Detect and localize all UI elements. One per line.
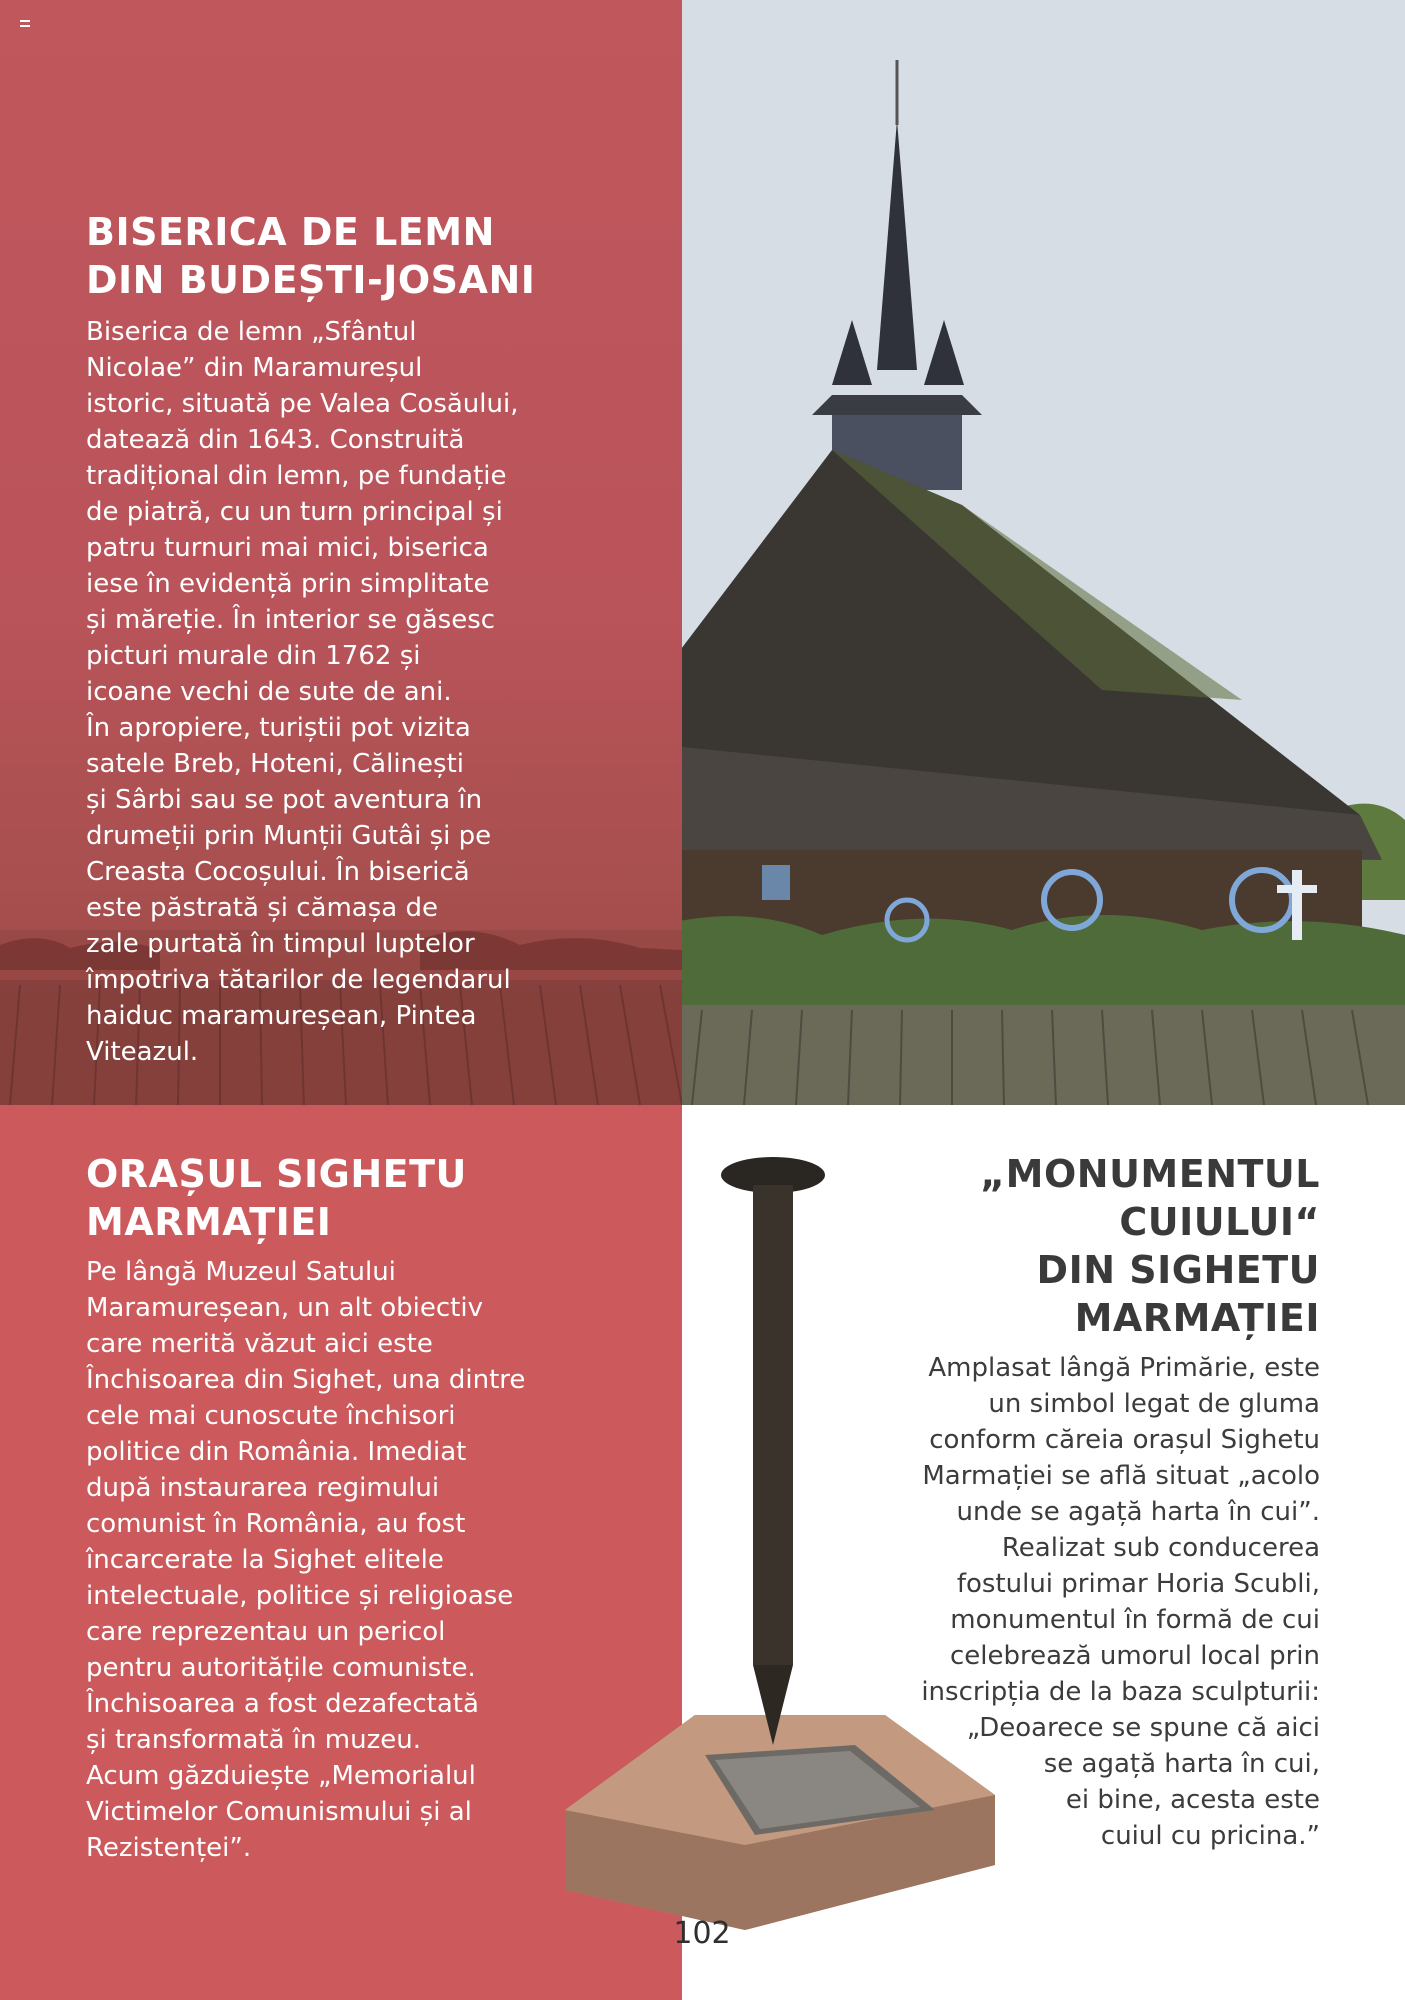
section1-line: icoane vechi de sute de ani. — [86, 677, 452, 707]
section2-line: după instaurarea regimului — [86, 1473, 440, 1503]
section3-line: fostului primar Horia Scubli, — [956, 1569, 1320, 1599]
section1-line: este păstrată și cămașa de — [86, 893, 438, 923]
section1-line: Creasta Cocoșului. În biserică — [86, 857, 470, 887]
section1-line: Biserica de lemn „Sfântul — [86, 317, 417, 347]
section2-line: care reprezentau un pericol — [86, 1617, 446, 1647]
section1-line: Viteazul. — [86, 1037, 199, 1067]
section1-line: și măreție. În interior se găsesc — [86, 605, 496, 635]
section1-line: datează din 1643. Construită — [86, 425, 465, 455]
section3-line: „Deoarece se spune că aici — [966, 1713, 1320, 1743]
section3-line: conform căreia orașul Sighetu — [929, 1425, 1320, 1455]
section2-line: care merită văzut aici este — [86, 1329, 433, 1359]
section3-title-line: „MONUMENTUL — [980, 1152, 1320, 1196]
church-photo-panel — [682, 0, 1405, 1105]
section3-line: inscripția de la baza sculpturii: — [921, 1677, 1320, 1707]
section3-title-line: CUIULUI“ — [1119, 1200, 1320, 1244]
section3-line: Marmației se află situat „acolo — [922, 1461, 1320, 1491]
section1-line: picturi murale din 1762 și — [86, 641, 421, 671]
section1-body — [86, 314, 666, 1070]
section2-line: Pe lângă Muzeul Satului — [86, 1257, 396, 1287]
section1-line: zale purtată în timpul luptelor — [86, 929, 475, 959]
section2-line: încarcerate la Sighet elitele — [86, 1545, 444, 1575]
section2-line: pentru autoritățile comuniste. — [86, 1653, 476, 1683]
section1-line: În apropiere, turiștii pot vizita — [86, 713, 471, 743]
page-number: 102 — [673, 1916, 731, 1951]
section3-line: un simbol legat de gluma — [988, 1389, 1320, 1419]
section1-line: istoric, situată pe Valea Cosăului, — [86, 389, 519, 419]
section3-line: cuiul cu pricina.” — [1100, 1821, 1320, 1851]
section1-line: satele Breb, Hoteni, Călinești — [86, 749, 464, 779]
section2-line: comunist în România, au fost — [86, 1509, 466, 1539]
section1-line: împotriva tătarilor de legendarul — [86, 965, 511, 995]
section3-line: ei bine, acesta este — [1065, 1785, 1320, 1815]
section1-line: haiduc maramureșean, Pintea — [86, 1001, 477, 1031]
section2-line: și transformată în muzeu. — [86, 1725, 421, 1755]
section1-title — [86, 208, 646, 304]
section2-line: Rezistenței”. — [86, 1833, 252, 1863]
section2-line: Maramureșean, un alt obiectiv — [86, 1293, 483, 1323]
section1-title-line: BISERICA DE LEMN — [86, 210, 495, 254]
section1-line: tradițional din lemn, pe fundație — [86, 461, 507, 491]
section2-title-line: ORAȘUL SIGHETU — [86, 1152, 467, 1196]
wooden-church-photo — [682, 0, 1405, 1105]
section2-line: politice din România. Imediat — [86, 1437, 467, 1467]
section1-line: Nicolae” din Maramureșul — [86, 353, 423, 383]
section2-line: cele mai cunoscute închisori — [86, 1401, 456, 1431]
section1-title-line: DIN BUDEȘTI-JOSANI — [86, 258, 536, 302]
section3-title-line: DIN SIGHETU — [1036, 1248, 1320, 1292]
section2-line: Acum găzduiește „Memorialul — [86, 1761, 476, 1791]
section3-line: monumentul în formă de cui — [950, 1605, 1320, 1635]
section3-line: celebrează umorul local prin — [949, 1641, 1320, 1671]
section3-title-line: MARMAȚIEI — [1074, 1296, 1320, 1340]
section2-line: Victimelor Comunismului și al — [86, 1797, 472, 1827]
section2-line: Închisoarea a fost dezafectată — [86, 1689, 479, 1719]
section1-line: de piatră, cu un turn principal și — [86, 497, 503, 527]
section3-line: unde se agață harta în cui”. — [956, 1497, 1320, 1527]
section1-line: patru turnuri mai mici, biserica — [86, 533, 489, 563]
section1-line: drumeții prin Munții Gutâi și pe — [86, 821, 492, 851]
section2-line: Închisoarea din Sighet, una dintre — [86, 1365, 526, 1395]
section3-line: se agață harta în cui, — [1043, 1749, 1320, 1779]
section3-body — [820, 1350, 1320, 1854]
section3-title — [720, 1150, 1320, 1342]
section2-line: intelectuale, politice și religioase — [86, 1581, 514, 1611]
section1-line: și Sârbi sau se pot aventura în — [86, 785, 483, 815]
menu-icon[interactable] — [20, 20, 30, 27]
section1-line: iese în evidență prin simplitate — [86, 569, 490, 599]
section3-line: Amplasat lângă Primărie, este — [928, 1353, 1320, 1383]
section3-line: Realizat sub conducerea — [1001, 1533, 1320, 1563]
section2-title-line: MARMAȚIEI — [86, 1200, 332, 1244]
